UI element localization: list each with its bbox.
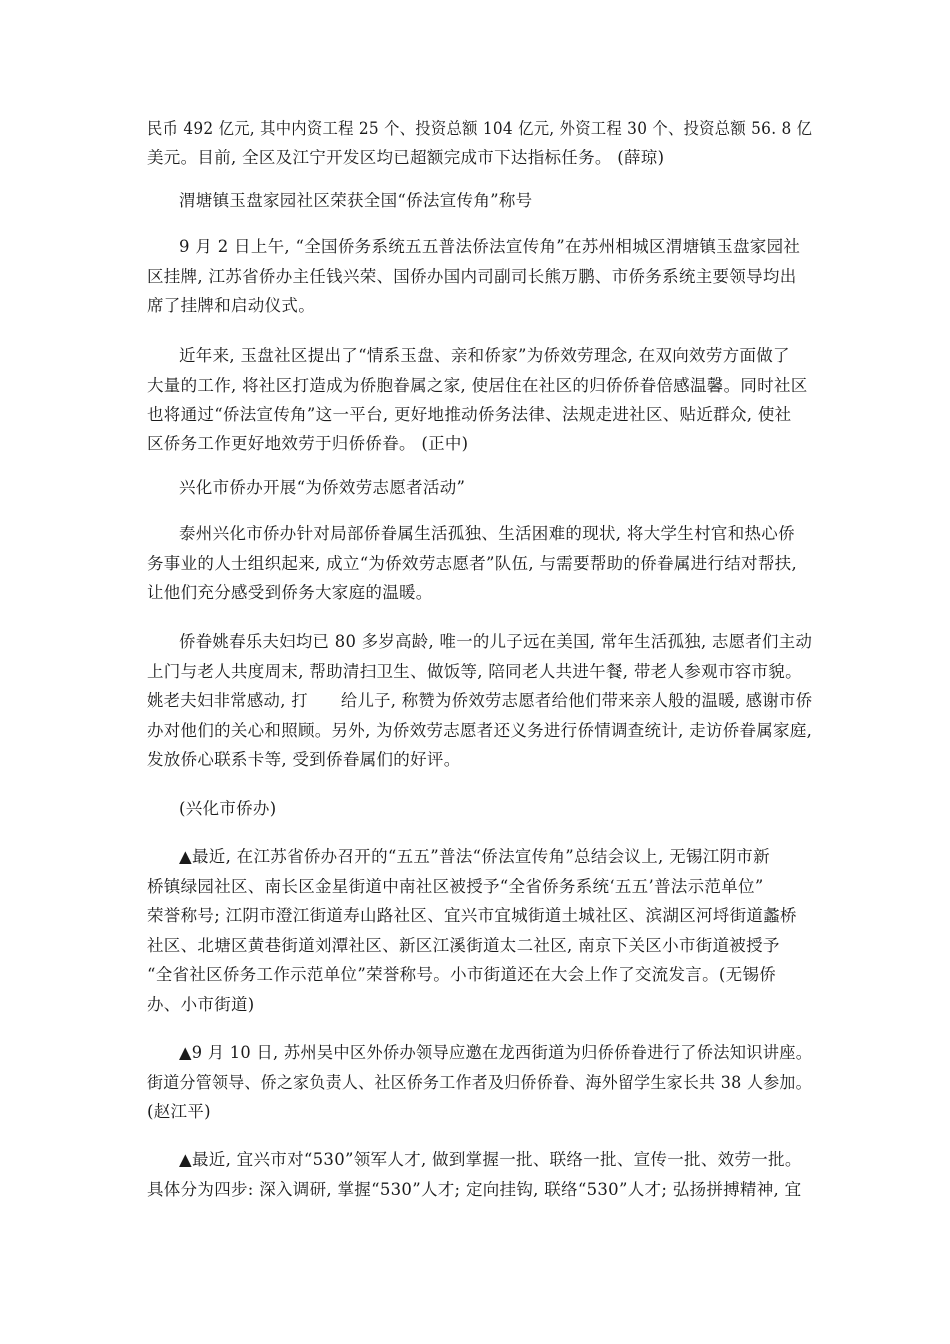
text-line: 民币 492 亿元, 其中内资工程 25 个、投资总额 104 亿元, 外资工程 30 个、投资总额 56. 8 亿 — [147, 119, 813, 138]
text-line: 街道分管领导、侨之家负责人、社区侨务工作者及归侨侨眷、海外留学生家长共 38 人参加。 — [147, 1073, 812, 1092]
text-line: 荣誉称号; 江阴市澄江街道寿山路社区、宜兴市宜城街道土城社区、滨湖区河埒街道蠡桥 — [147, 906, 797, 925]
text-line: 办对他们的关心和照顾。另外, 为侨效劳志愿者还义务进行侨情调查统计, 走访侨眷属家庭, — [147, 721, 813, 740]
text-line: 也将通过“侨法宣传角”这一平台, 更好地推动侨务法律、法规走进社区、贴近群众, 使社 — [147, 405, 792, 424]
text-line: “全省社区侨务工作示范单位”荣誉称号。小市街道还在大会上作了交流发言。(无锡侨 — [147, 965, 777, 984]
section-heading: 兴化市侨办开展“为侨效劳志愿者活动” — [179, 478, 466, 497]
text-line: 具体分为四步: 深入调研, 掌握“530”人才; 定向挂钩, 联络“530”人才; 弘扬拼搏精神, 宜 — [147, 1180, 802, 1199]
text-line: ▲最近, 在江苏省侨办召开的“五五”普法“侨法宣传角”总结会议上, 无锡江阴市新 — [179, 847, 770, 866]
text-line: 席了挂牌和启动仪式。 — [147, 296, 315, 315]
text-line: 近年来, 玉盘社区提出了“情系玉盘、亲和侨家”为侨效劳理念, 在双向效劳方面做了 — [179, 346, 790, 365]
text-line: 办、小市街道) — [147, 995, 255, 1014]
text-line: ▲9 月 10 日, 苏州吴中区外侨办领导应邀在龙西街道为归侨侨眷进行了侨法知识讲座。 — [179, 1043, 813, 1062]
text-line: 美元。目前, 全区及江宁开发区均已超额完成市下达指标任务。 (薛琼) — [147, 148, 665, 167]
text-line: 上门与老人共度周末, 帮助清扫卫生、做饭等, 陪同老人共进午餐, 带老人参观市容市貌。 — [147, 662, 802, 681]
text-line: 区挂牌, 江苏省侨办主任钱兴荣、国侨办国内司副司长熊万鹏、市侨务系统主要领导均出 — [147, 267, 797, 286]
text-line: 泰州兴化市侨办针对局部侨眷属生活孤独、生活困难的现状, 将大学生村官和热心侨 — [179, 524, 795, 543]
text-line: 区侨务工作更好地效劳于归侨侨眷。 (正中) — [147, 434, 469, 453]
text-line: 发放侨心联系卡等, 受到侨眷属们的好评。 — [147, 750, 461, 769]
text-line: ▲最近, 宜兴市对“530”领军人才, 做到掌握一批、联络一批、宣传一批、效劳一批。 — [179, 1150, 802, 1169]
text-line: (赵江平) — [147, 1102, 211, 1121]
section-heading: 渭塘镇玉盘家园社区荣获全国“侨法宣传角”称号 — [179, 191, 533, 210]
text-line: 姚老夫妇非常感动, 打 给儿子, 称赞为侨效劳志愿者给他们带来亲人般的温暖, 感谢市侨 — [147, 691, 813, 710]
text-line: 桥镇绿园社区、南长区金星街道中南社区被授予“全省侨务系统‘五五’普法示范单位” — [147, 877, 764, 896]
text-line: (兴化市侨办) — [179, 799, 277, 818]
text-line: 务事业的人士组织起来, 成立“为侨效劳志愿者”队伍, 与需要帮助的侨眷属进行结对帮扶, — [147, 554, 797, 573]
text-line: 社区、北塘区黄巷街道刘潭社区、新区江溪街道太二社区, 南京下关区小市街道被授予 — [147, 936, 780, 955]
text-line: 大量的工作, 将社区打造成为侨胞眷属之家, 使居住在社区的归侨侨眷倍感温馨。同时社区 — [147, 376, 808, 395]
text-line: 侨眷姚春乐夫妇均已 80 多岁高龄, 唯一的儿子远在美国, 常年生活孤独, 志愿者们主动 — [179, 632, 813, 651]
text-line: 9 月 2 日上午, “全国侨务系统五五普法侨法宣传角”在苏州相城区渭塘镇玉盘家园社 — [179, 237, 801, 256]
text-line: 让他们充分感受到侨务大家庭的温暖。 — [147, 583, 433, 602]
